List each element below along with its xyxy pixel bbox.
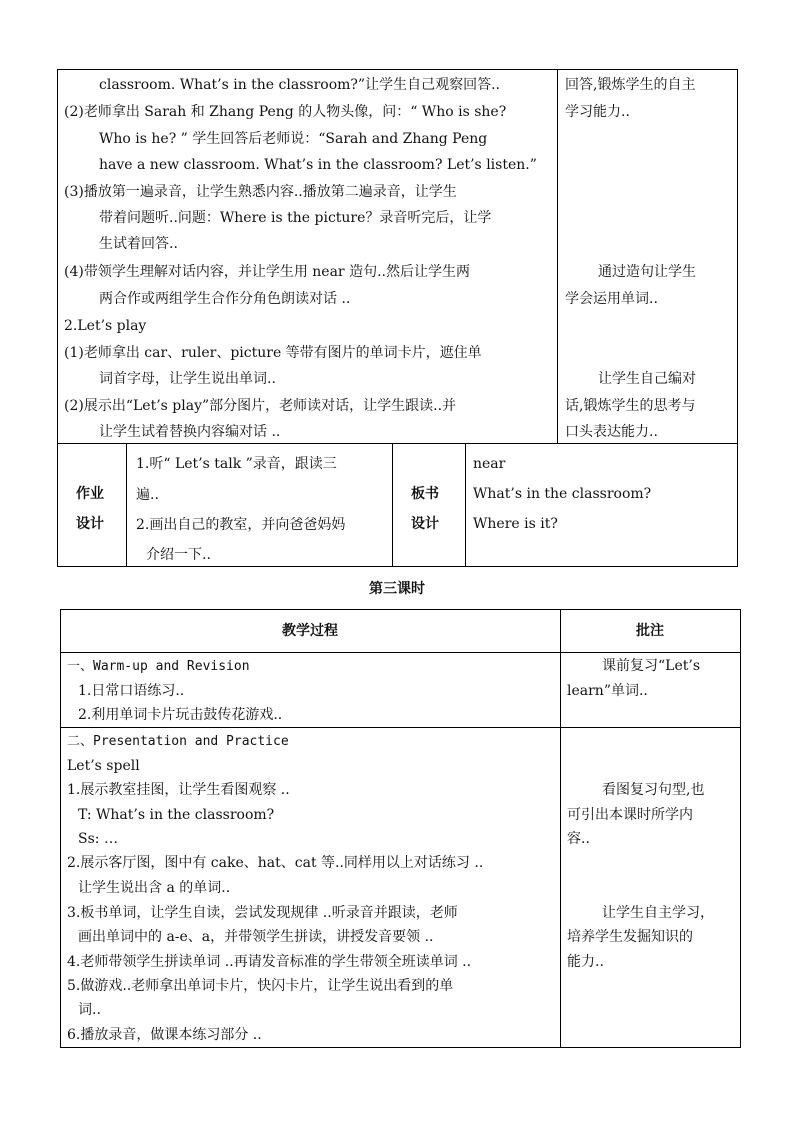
presentation-line: 1.展示教室挂图，让学生看图观察 .. <box>67 782 290 798</box>
text-line: (2)老师拿出 Sarah 和 Zhang Peng 的人物头像，问：“ Who is she? <box>64 104 507 120</box>
presentation-line: 词.. <box>78 1002 101 1018</box>
presentation-line: 4.老师带领学生拼读单词 ..再请发音标准的学生带领全班读单词 .. <box>67 954 472 970</box>
presentation-line: 6.播放录音，做课本练习部分 .. <box>67 1027 262 1043</box>
homework-line: 1.听“ Let’s talk ”录音，跟读三 <box>136 456 337 472</box>
note-line: 口头表达能力.. <box>565 424 658 440</box>
text-line: 让学生试着替换内容编对话 .. <box>99 424 281 440</box>
presentation-line: Let’s spell <box>67 758 140 774</box>
table-border <box>737 69 738 567</box>
presentation-line: 3.板书单词，让学生自读，尝试发现规律 ..听录音并跟读，老师 <box>67 905 458 921</box>
homework-label: 作业 <box>76 486 104 502</box>
warmup-line: 2.利用单词卡片玩击鼓传花游戏.. <box>78 707 283 723</box>
presentation-line: 5.做游戏..老师拿出单词卡片，快闪卡片，让学生说出看到的单 <box>67 978 454 994</box>
presentation-line: 画出单词中的 a-e、a，并带领学生拼读，讲授发音要领 .. <box>78 929 434 945</box>
note-line: 学会运用单词.. <box>565 291 658 307</box>
board-label: 设计 <box>411 516 439 532</box>
text-line: 生试着回答.. <box>99 236 178 252</box>
text-line: (3)播放第一遍录音，让学生熟悉内容..播放第二遍录音，让学生 <box>64 184 457 200</box>
presentation-note: 看图复习句型,也 <box>602 782 705 798</box>
warmup-note: learn”单词.. <box>567 683 648 699</box>
table-border <box>392 443 393 567</box>
warmup-note: 课前复习“Let’s <box>602 658 700 674</box>
text-line: 2.Let’s play <box>64 318 147 334</box>
text-line: 词首字母，让学生说出单词.. <box>99 371 276 387</box>
note-line: 话,锻炼学生的思考与 <box>565 398 696 414</box>
homework-line: 2.画出自己的教室，并向爸爸妈妈 <box>136 517 346 533</box>
table-border <box>126 443 127 567</box>
presentation-note: 可引出本课时所学内 <box>567 807 693 823</box>
note-line: 通过造句让学生 <box>598 264 696 280</box>
homework-line: 介绍一下.. <box>146 547 211 563</box>
board-line: near <box>473 456 506 472</box>
note-line: 学习能力.. <box>565 104 630 120</box>
presentation-note: 能力.. <box>567 954 604 970</box>
presentation-line: Ss: … <box>78 831 118 847</box>
text-line: classroom. What’s in the classroom?”让学生自己观察回答.. <box>99 77 500 93</box>
text-line: (1)老师拿出 car、ruler、picture 等带有图片的单词卡片，遮住单 <box>64 345 482 361</box>
board-line: What’s in the classroom? <box>473 486 652 502</box>
homework-label: 设计 <box>76 516 104 532</box>
text-line: 两合作或两组学生合作分角色朗读对话 .. <box>99 291 351 307</box>
warmup-line: 1.日常口语练习.. <box>78 683 185 699</box>
table-border <box>60 652 741 653</box>
presentation-title: 二、Presentation and Practice <box>67 734 289 749</box>
board-line: Where is it? <box>473 516 558 532</box>
presentation-line: T: What’s in the classroom? <box>78 807 275 823</box>
header-process: 教学过程 <box>282 623 338 639</box>
text-line: (2)展示出“Let’s play”部分图片，老师读对话，让学生跟读..并 <box>64 398 457 414</box>
text-line: (4)带领学生理解对话内容，并让学生用 near 造句..然后让学生两 <box>64 264 470 280</box>
table-border <box>560 609 561 1048</box>
table-border <box>57 69 738 70</box>
note-line: 回答,锻炼学生的自主 <box>565 77 696 93</box>
table-border <box>557 69 558 444</box>
presentation-note: 培养学生发掘知识的 <box>567 929 693 945</box>
text-line: have a new classroom. What’s in the classroom? Let’s listen.” <box>99 157 537 173</box>
section-title: 第三课时 <box>369 581 425 597</box>
note-line: 让学生自己编对 <box>598 371 696 387</box>
homework-line: 遍.. <box>136 487 159 503</box>
table-border <box>465 443 466 567</box>
table-border <box>60 609 61 1048</box>
text-line: Who is he? ” 学生回答后老师说：“Sarah and Zhang Peng <box>99 131 488 147</box>
board-label: 板书 <box>411 486 439 502</box>
presentation-line: 2.展示客厅图，图中有 cake、hat、cat 等..同样用以上对话练习 .. <box>67 855 484 871</box>
table-border <box>57 69 58 567</box>
presentation-note: 容.. <box>567 831 590 847</box>
warmup-title: 一、Warm-up and Revision <box>67 659 250 674</box>
text-line: 带着问题听..问题：Where is the picture？录音听完后，让学 <box>99 210 492 226</box>
presentation-note: 让学生自主学习， <box>602 905 714 921</box>
table-border <box>740 609 741 1048</box>
header-notes: 批注 <box>636 623 664 639</box>
presentation-line: 让学生说出含 a 的单词.. <box>78 880 231 896</box>
table-border <box>60 609 741 610</box>
